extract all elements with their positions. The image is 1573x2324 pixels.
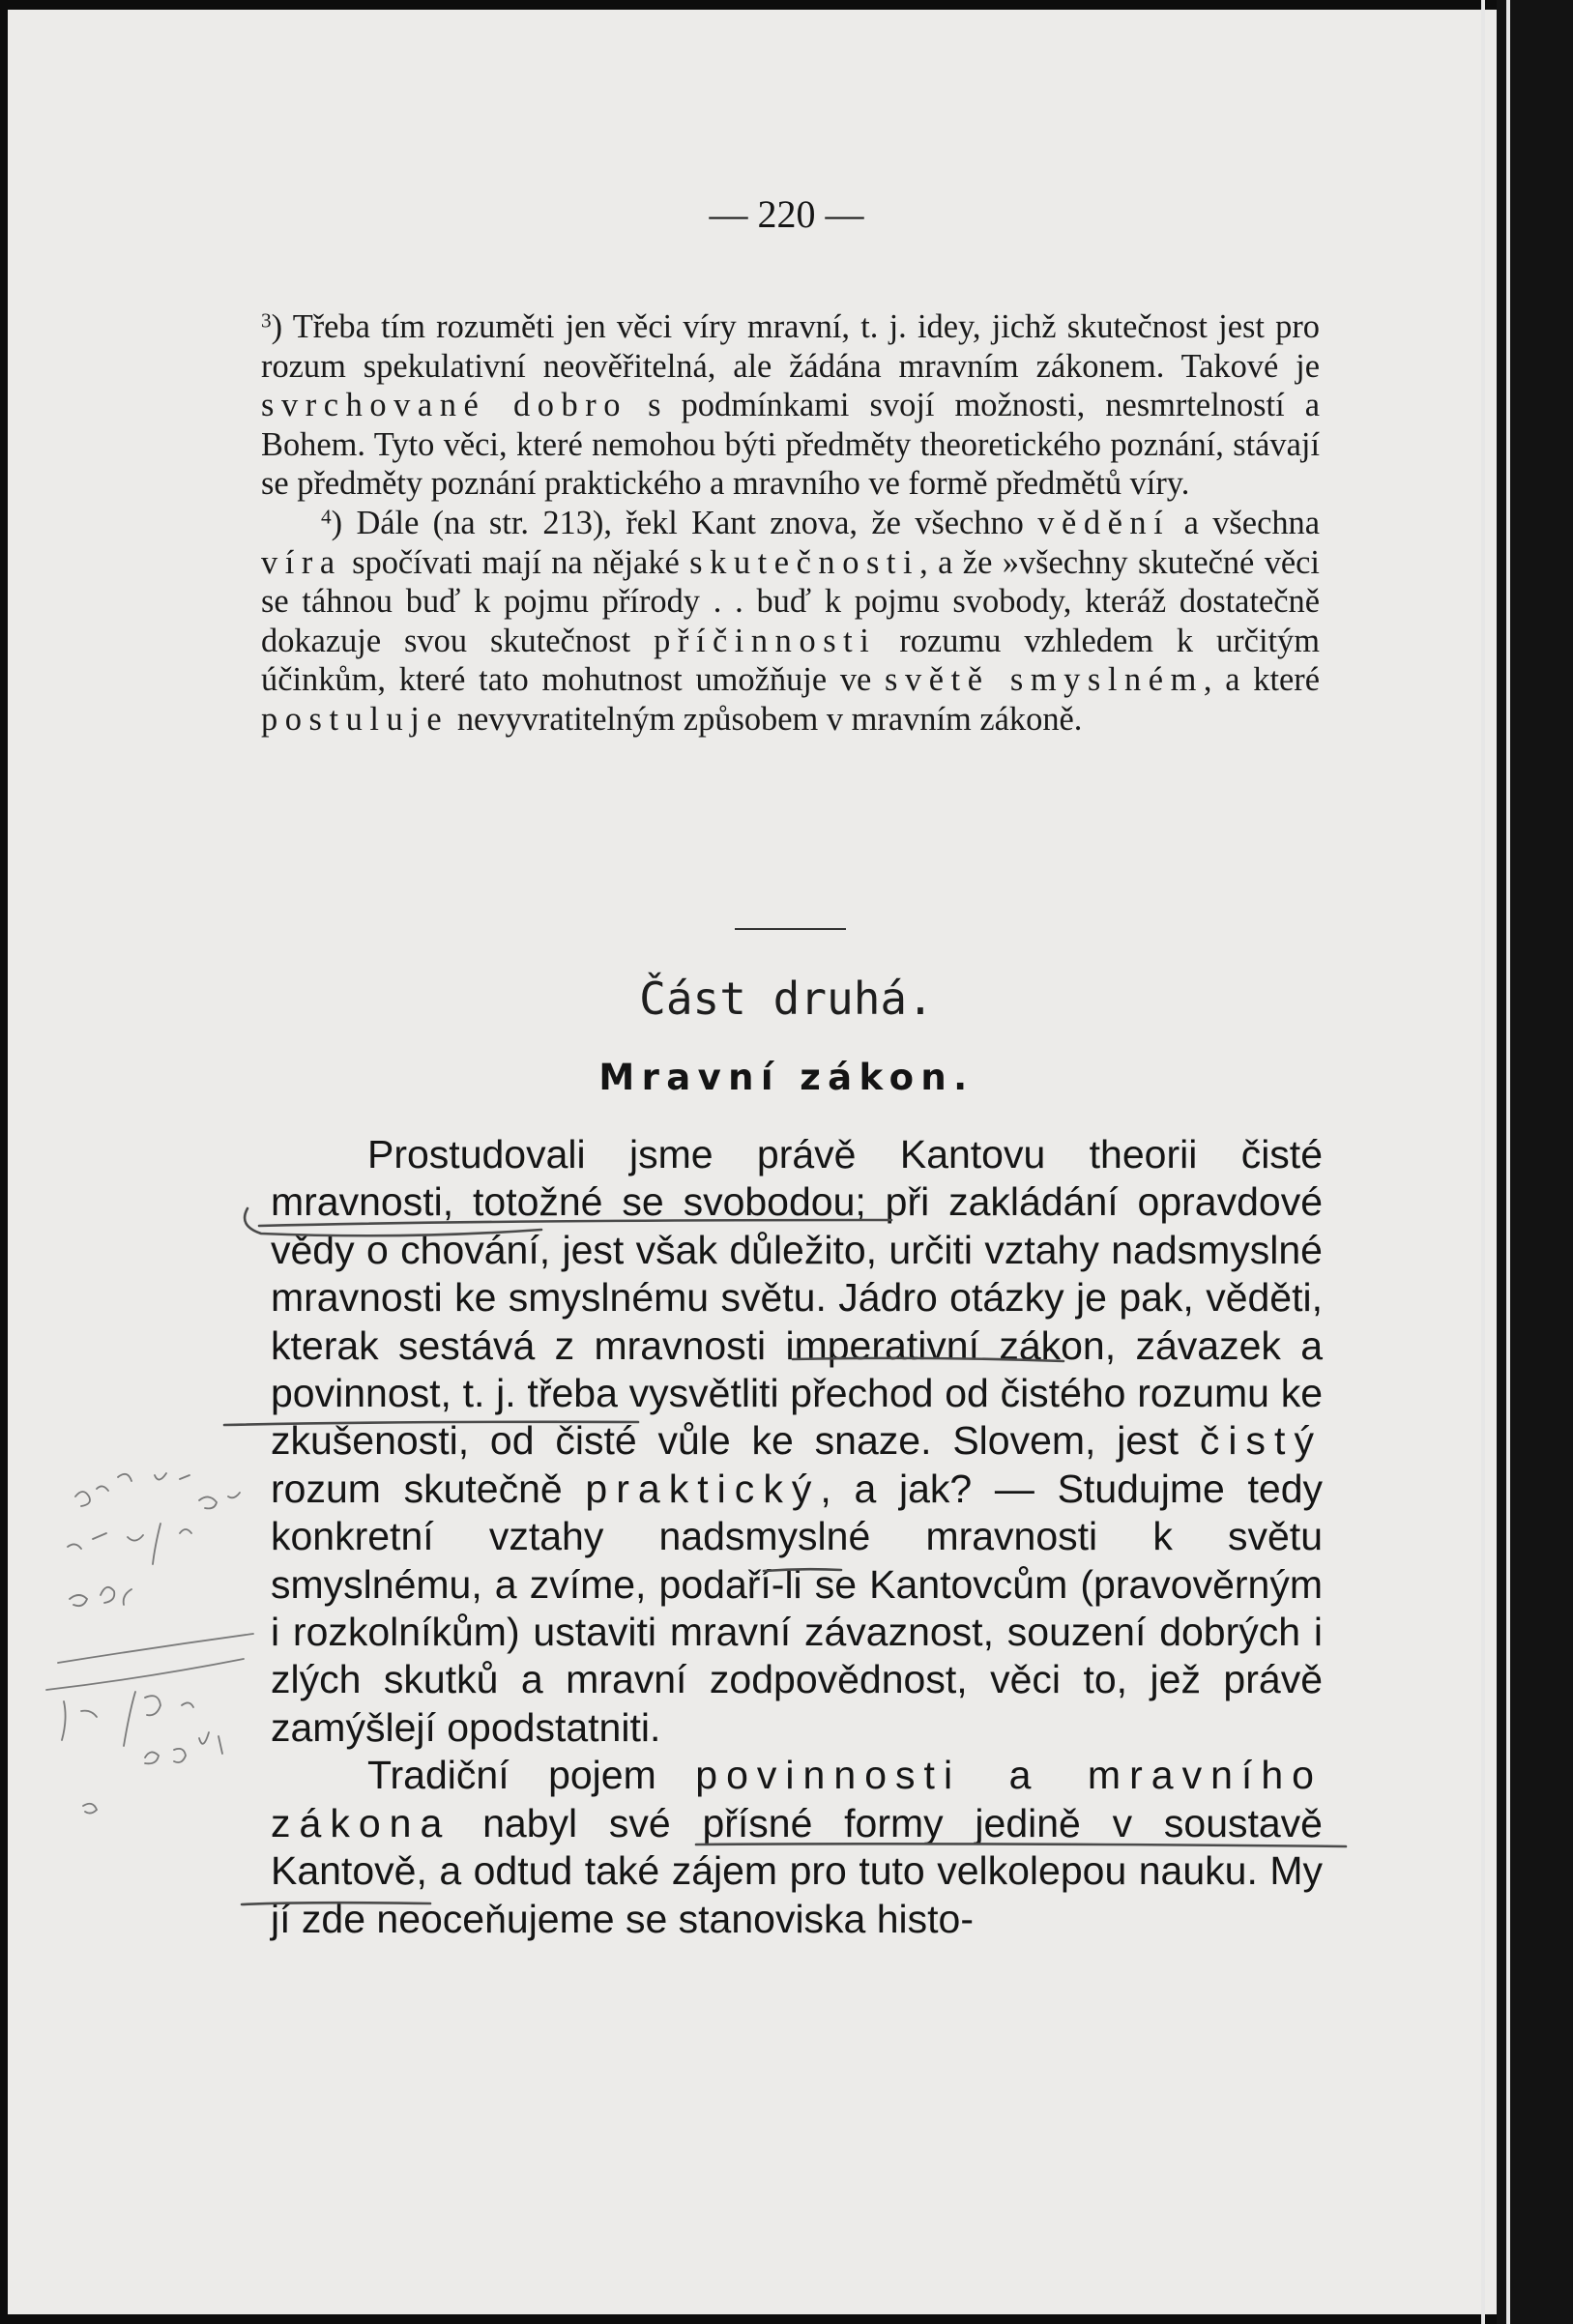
spaced-emphasis: svrchované dobro [261,387,628,424]
footnote-4: $^4$) Dále (na str. 213), řekl Kant znova, že všechno vědění a všechna víra spočívati mají na nějaké skutečnosti, a že »všechny skutečné věci se táhnou buď k pojmu přírody . . buď k pojmu svobody, kteráž dostatečně dokazuje svou skutečnost příčinnosti rozumu vzhledem k určitým účinkům, které tato mohutnost umožňuje ve světě smyslném, a které postuluje nevyvratitelným způsobem v mravním zákoně. [261,504,1321,738]
footnotes [261,307,1320,740]
scan-edge-line [1506,0,1510,2324]
footnote-3: $^3$) Třeba tím rozuměti jen věci víry mravní, t. j. idey, jichž skutečnost jest pro rozum spekulativní neověřitelná, ale žádána mravním zákonem. Takové je svrchované dobro s podmínkami svojí možnosti, nesmrtelností a Bohem. Tyto věci, které nemohou býti předměty theoretického poznání, stávají se předměty poznání praktického a mravního ve formě předmětů víry. [261,308,1320,503]
spaced-emphasis: čistý [1199,1418,1323,1464]
spaced-emphasis: příčinnosti [654,622,877,659]
main-text [271,1131,1323,1943]
spaced-emphasis: skutečnosti [689,543,920,581]
section-divider [735,928,846,930]
spaced-emphasis: praktický [585,1466,821,1511]
part-title: Část druhá. [639,973,934,1025]
spaced-emphasis: víra [261,543,342,581]
footnote-marker: 3 [261,308,272,333]
paragraph-1: Prostudovali jsme právě Kantovu theorii čisté mravnosti, totožné se svobodou; při zakládání opravdové vědy o chování, jest však důležito, určiti vztahy nadsmyslné mravnosti ke smyslnému světu. Jádro otázky je pak, věděti, kterak sestává z mravnosti imperativní zákon, závazek a povinnost, t. j. třeba vysvětliti přechod od čistého rozumu ke zkušenosti, od čisté vůle ke snaze. Slovem, jest čistý rozum skutečně praktický, a jak? — Studujme tedy konkretní vztahy nadsmyslné mravnosti k světu smyslnému, a zvíme, podaří-li se Kantovcům (pravověrným i rozkolníkům) ustaviti mravní závaznost, souzení dobrých i zlých skutků a mravní zodpovědnost, věci to, jež právě zamýšlejí opodstatniti. [271,1132,1323,1750]
page-number: — 220 — [709,192,864,236]
paragraph-2: Tradiční pojem povinnosti a mravního zákona nabyl své přísné formy jedině v soustavě Kantově, a odtud také zájem pro tuto velkolepou nauku. My jí zde neoceňujeme se stanoviska histo- [271,1753,1323,1941]
spaced-emphasis: povinnosti a mravního zákona [271,1753,1323,1845]
scan-edge-line [1481,0,1485,2324]
section-title: Mravní zákon. [598,1057,975,1098]
spaced-emphasis: postuluje [261,700,450,738]
footnote-marker: 4 [321,505,332,529]
spaced-emphasis: světě smyslném [885,661,1204,699]
spaced-emphasis: vědění [1037,504,1171,541]
